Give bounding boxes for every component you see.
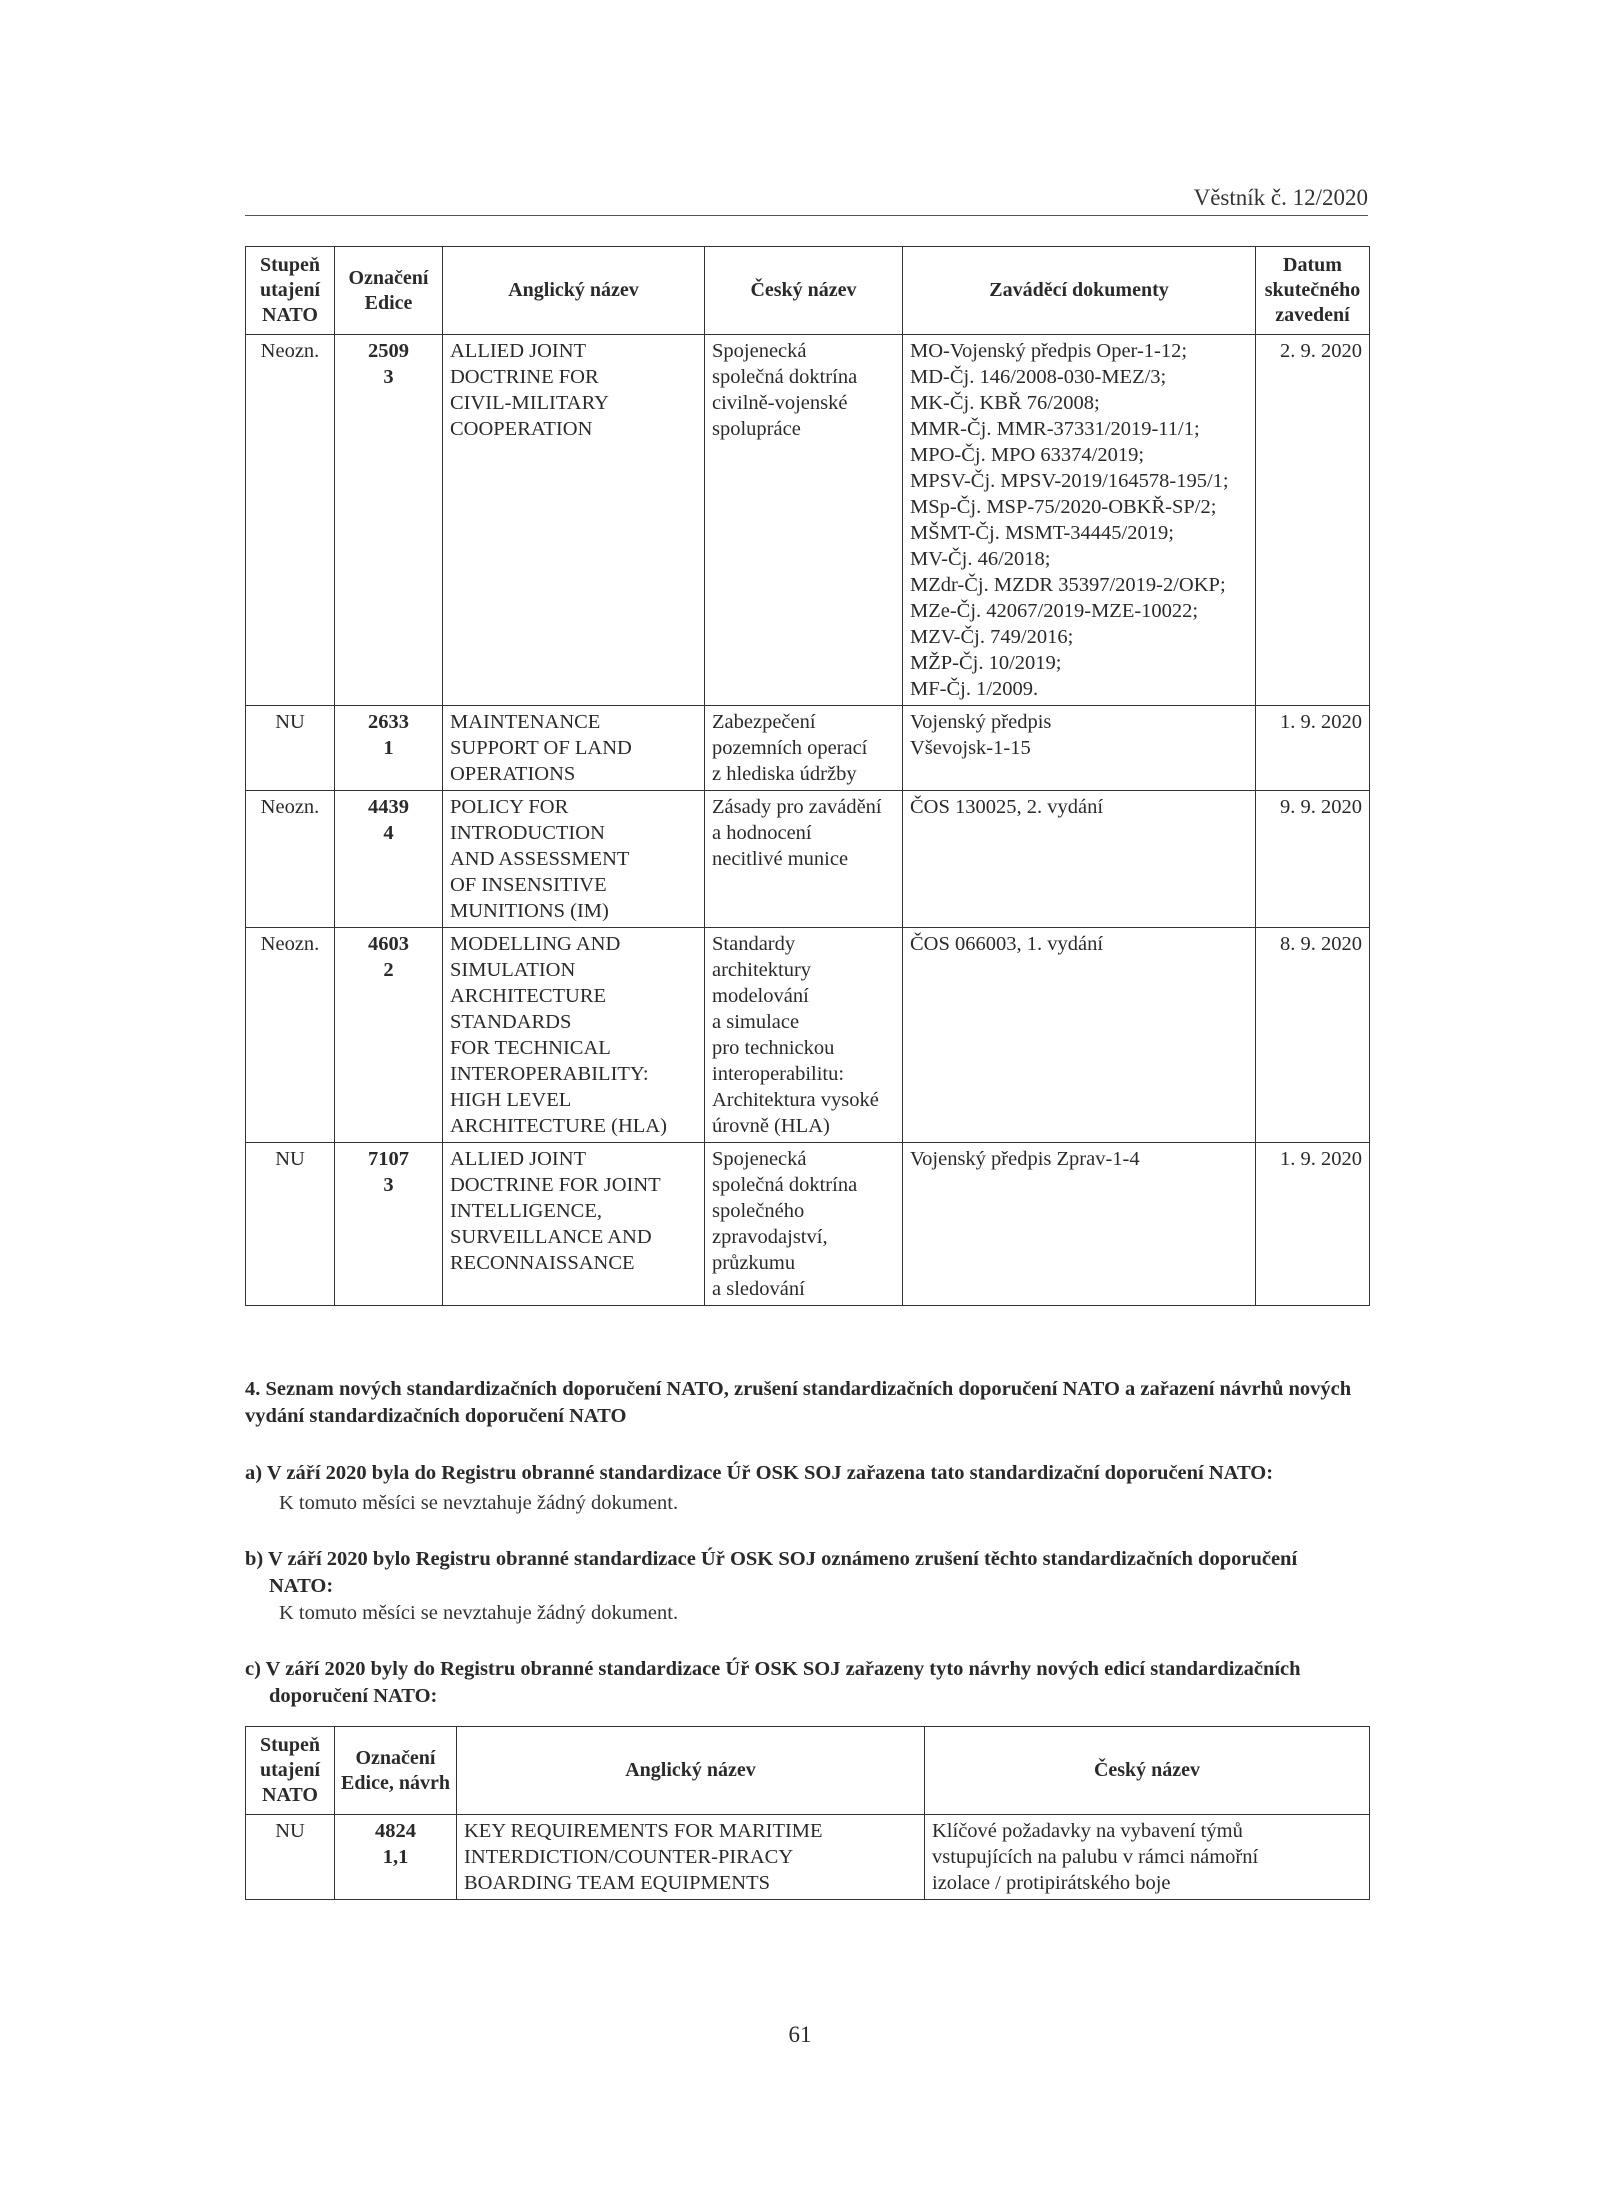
czech-title-line: a hodnocení: [712, 822, 812, 844]
document-line: MZV-Čj. 749/2016;: [910, 626, 1074, 648]
czech-title-cell: [705, 928, 903, 1143]
document-line: MPO-Čj. MPO 63374/2019;: [910, 444, 1145, 466]
classification-cell: NU: [246, 1143, 335, 1306]
classification-cell: NU: [246, 1815, 335, 1900]
table-header-row: [246, 1727, 1370, 1815]
document-line: MF-Čj. 1/2009.: [910, 678, 1039, 700]
czech-title-line: architektury: [712, 959, 812, 981]
english-title-line: DOCTRINE FOR JOINT: [450, 1174, 661, 1196]
english-title-line: DOCTRINE FOR: [450, 366, 599, 388]
czech-title-line: vstupujících na palubu v rámci námořní: [932, 1846, 1259, 1868]
czech-title-cell: [705, 706, 903, 791]
czech-title-line: pozemních operací: [712, 737, 868, 759]
table-header-row: [246, 247, 1370, 335]
document-line: MMR-Čj. MMR-37331/2019-11/1;: [910, 418, 1200, 440]
english-title-cell: [443, 791, 705, 928]
date-cell: 1. 9. 2020: [1256, 1143, 1370, 1306]
edition-cell: [335, 791, 443, 928]
bulletin-title: Věstník č. 12/2020: [1193, 185, 1368, 210]
edition-number: 1: [383, 737, 394, 759]
classification-cell: NU: [246, 706, 335, 791]
date-cell: 8. 9. 2020: [1256, 928, 1370, 1143]
czech-title-line: Spojenecká: [712, 1148, 807, 1170]
classification-cell: Neozn.: [246, 928, 335, 1143]
english-title-line: INTRODUCTION: [450, 822, 605, 844]
edition-cell: [335, 335, 443, 706]
edition-number: 3: [383, 1174, 394, 1196]
english-title-line: ALLIED JOINT: [450, 340, 587, 362]
standard-number: 4603: [368, 933, 409, 955]
english-title-line: ARCHITECTURE (HLA): [450, 1115, 667, 1137]
czech-title-line: společného: [712, 1200, 805, 1222]
edition-number: 1,1: [382, 1846, 409, 1868]
standard-number: 2509: [368, 340, 409, 362]
classification-cell: Neozn.: [246, 335, 335, 706]
czech-title-line: modelování: [712, 985, 809, 1007]
document-line: MK-Čj. KBŘ 76/2008;: [910, 392, 1100, 414]
english-title-line: KEY REQUIREMENTS FOR MARITIME: [464, 1820, 823, 1842]
date-cell: 9. 9. 2020: [1256, 791, 1370, 928]
standard-number: 7107: [368, 1148, 409, 1170]
czech-title-line: průzkumu: [712, 1252, 796, 1274]
english-title-line: POLICY FOR: [450, 796, 569, 818]
section-a-note: K tomuto měsíci se nevztahuje žádný dokument.: [279, 1492, 679, 1514]
english-title-line: COOPERATION: [450, 418, 593, 440]
document-line: MŽP-Čj. 10/2019;: [910, 652, 1062, 674]
english-title-cell: [443, 1143, 705, 1306]
document-line: ČOS 066003, 1. vydání: [910, 933, 1104, 955]
document-line: MPSV-Čj. MPSV-2019/164578-195/1;: [910, 470, 1229, 492]
czech-title-line: společná doktrína: [712, 366, 858, 388]
standards-table: [245, 246, 1370, 1306]
documents-cell: [903, 1143, 1256, 1306]
documents-cell: [903, 706, 1256, 791]
page-number: 61: [788, 2022, 812, 2047]
documents-cell: [903, 335, 1256, 706]
header-edition: Označení Edice: [335, 247, 443, 335]
english-title-line: OPERATIONS: [450, 763, 576, 785]
document-line: Vojenský předpis Zprav-1-4: [910, 1148, 1140, 1170]
czech-title-line: Klíčové požadavky na vybavení týmů: [932, 1820, 1243, 1842]
edition-cell: [335, 706, 443, 791]
document-line: MO-Vojenský předpis Oper-1-12;: [910, 340, 1188, 362]
english-title-line: ARCHITECTURE: [450, 985, 607, 1007]
edition-number: 3: [383, 366, 394, 388]
english-title-line: INTEROPERABILITY:: [450, 1063, 649, 1085]
english-title-line: RECONNAISSANCE: [450, 1252, 635, 1274]
header-classification: Stupeň utajení NATO: [246, 1727, 335, 1815]
document-line: Vševojsk-1-15: [910, 737, 1031, 759]
date-cell: 1. 9. 2020: [1256, 706, 1370, 791]
table-row: [246, 1143, 1370, 1306]
english-title-line: SIMULATION: [450, 959, 576, 981]
edition-cell: [335, 1815, 457, 1900]
czech-title-line: a sledování: [712, 1278, 805, 1300]
table-row: [246, 791, 1370, 928]
english-title-cell: [457, 1815, 925, 1900]
english-title-line: MODELLING AND: [450, 933, 621, 955]
section-c-heading-cont: doporučení NATO:: [269, 1685, 438, 1707]
table-row: [246, 928, 1370, 1143]
classification-cell: Neozn.: [246, 791, 335, 928]
english-title-line: INTERDICTION/COUNTER-PIRACY: [464, 1846, 794, 1868]
header-classification: Stupeň utajení NATO: [246, 247, 335, 335]
header-date: Datum skutečného zavedení: [1256, 247, 1370, 335]
standard-number: 4439: [368, 796, 409, 818]
standard-number: 4824: [375, 1820, 416, 1842]
czech-title-line: zpravodajství,: [712, 1226, 828, 1248]
section-a-heading: a) V září 2020 byla do Registru obranné standardizace Úř OSK SOJ zařazena tato standardizační doporučení NATO:: [245, 1462, 1274, 1484]
edition-number: 4: [383, 822, 394, 844]
document-line: MSp-Čj. MSP-75/2020-OBKŘ-SP/2;: [910, 496, 1217, 518]
czech-title-cell: [705, 335, 903, 706]
document-line: ČOS 130025, 2. vydání: [910, 796, 1104, 818]
edition-number: 2: [383, 959, 394, 981]
table-row: [246, 706, 1370, 791]
english-title-line: FOR TECHNICAL: [450, 1037, 611, 1059]
english-title-cell: [443, 928, 705, 1143]
document-line: MZdr-Čj. MZDR 35397/2019-2/OKP;: [910, 574, 1226, 596]
documents-cell: [903, 928, 1256, 1143]
edition-cell: [335, 928, 443, 1143]
english-title-line: ALLIED JOINT: [450, 1148, 587, 1170]
czech-title-line: Spojenecká: [712, 340, 807, 362]
header-english-title: Anglický název: [457, 1727, 925, 1815]
section-b-heading-cont: NATO:: [269, 1575, 334, 1597]
english-title-line: HIGH LEVEL: [450, 1089, 572, 1111]
date-cell: 2. 9. 2020: [1256, 335, 1370, 706]
czech-title-line: necitlivé munice: [712, 848, 849, 870]
english-title-line: STANDARDS: [450, 1011, 572, 1033]
header-rule: [245, 215, 1368, 216]
english-title-line: MAINTENANCE: [450, 711, 601, 733]
documents-cell: [903, 791, 1256, 928]
english-title-line: MUNITIONS (IM): [450, 900, 609, 922]
table-row: [246, 335, 1370, 706]
edition-cell: [335, 1143, 443, 1306]
czech-title-line: úrovně (HLA): [712, 1115, 830, 1137]
english-title-cell: [443, 335, 705, 706]
english-title-line: BOARDING TEAM EQUIPMENTS: [464, 1872, 770, 1894]
document-line: MŠMT-Čj. MSMT-34445/2019;: [910, 522, 1174, 544]
czech-title-cell: [705, 1143, 903, 1306]
document-line: MV-Čj. 46/2018;: [910, 548, 1051, 570]
header-czech-title: Český název: [925, 1727, 1370, 1815]
czech-title-line: Zabezpečení: [712, 711, 816, 733]
section-b-heading: b) V září 2020 bylo Registru obranné standardizace Úř OSK SOJ oznámeno zrušení těchto standardizačních doporučení: [245, 1548, 1298, 1570]
english-title-cell: [443, 706, 705, 791]
section-4-heading: 4. Seznam nových standardizačních doporučení NATO, zrušení standardizačních doporučení NATO a zařazení návrhů nových vydání standardizačních doporučení NATO: [245, 1378, 1352, 1427]
document-line: MZe-Čj. 42067/2019-MZE-10022;: [910, 600, 1199, 622]
section-b-note: K tomuto měsíci se nevztahuje žádný dokument.: [279, 1602, 679, 1624]
header-documents: Zaváděcí dokumenty: [903, 247, 1256, 335]
czech-title-cell: [925, 1815, 1370, 1900]
english-title-line: CIVIL-MILITARY: [450, 392, 609, 414]
header-edition: Označení Edice, návrh: [335, 1727, 457, 1815]
czech-title-line: interoperabilitu:: [712, 1063, 845, 1085]
standard-number: 2633: [368, 711, 409, 733]
english-title-line: INTELLIGENCE,: [450, 1200, 602, 1222]
czech-title-line: civilně-vojenské: [712, 392, 848, 414]
document-line: Vojenský předpis: [910, 711, 1052, 733]
czech-title-line: Standardy: [712, 933, 796, 955]
czech-title-line: Zásady pro zavádění: [712, 796, 882, 818]
header-czech-title: Český název: [705, 247, 903, 335]
table-row: [246, 1815, 1370, 1900]
czech-title-line: Architektura vysoké: [712, 1089, 879, 1111]
czech-title-line: izolace / protipirátského boje: [932, 1872, 1171, 1894]
section-c-heading: c) V září 2020 byly do Registru obranné standardizace Úř OSK SOJ zařazeny tyto návrhy nových edicí standardizačních: [245, 1658, 1301, 1680]
czech-title-line: pro technickou: [712, 1037, 835, 1059]
czech-title-line: a simulace: [712, 1011, 800, 1033]
czech-title-cell: [705, 791, 903, 928]
english-title-line: OF INSENSITIVE: [450, 874, 607, 896]
czech-title-line: z hlediska údržby: [712, 763, 857, 785]
english-title-line: SUPPORT OF LAND: [450, 737, 632, 759]
header-english-title: Anglický název: [443, 247, 705, 335]
english-title-line: SURVEILLANCE AND: [450, 1226, 652, 1248]
draft-editions-table: [245, 1726, 1370, 1900]
document-line: MD-Čj. 146/2008-030-MEZ/3;: [910, 366, 1167, 388]
czech-title-line: společná doktrína: [712, 1174, 858, 1196]
czech-title-line: spolupráce: [712, 418, 801, 440]
english-title-line: AND ASSESSMENT: [450, 848, 630, 870]
